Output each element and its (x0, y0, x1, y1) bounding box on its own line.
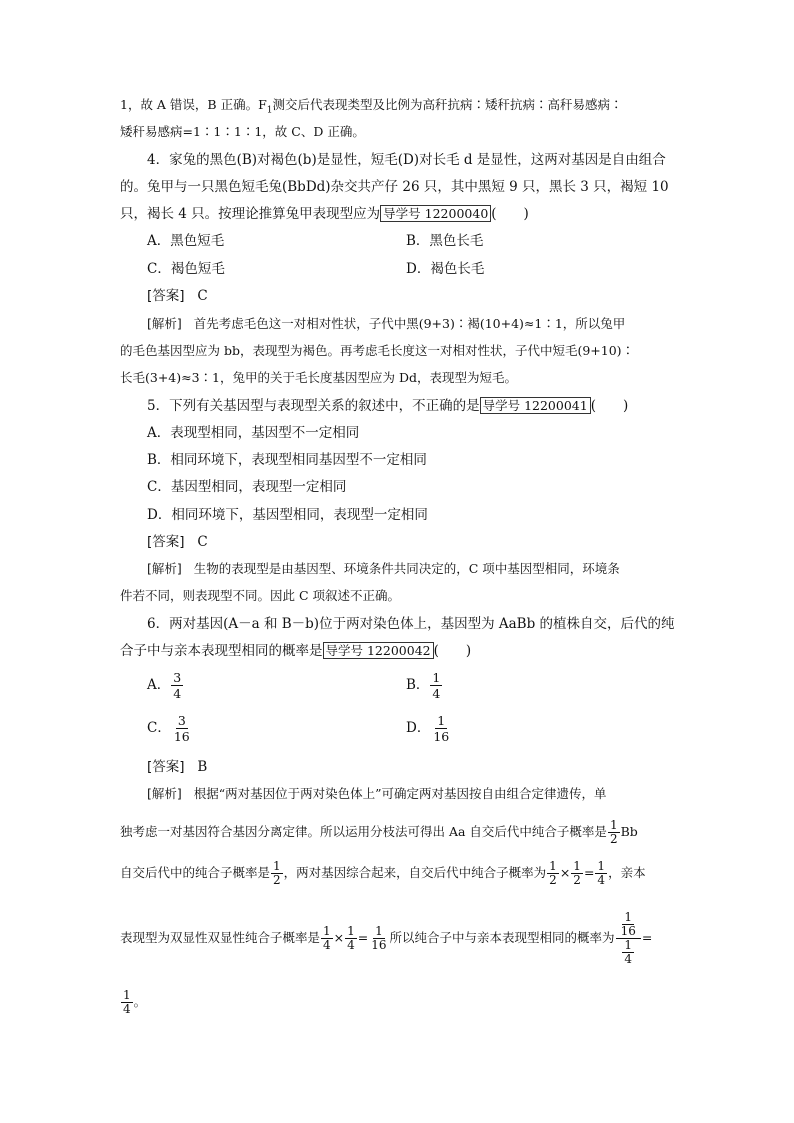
q5-stem-text: 5．下列有关基因型与表现型关系的叙述中，不正确的是 (147, 398, 480, 414)
end-mark: 。 (133, 994, 147, 1009)
q5-analysis-line-1 (147, 559, 620, 579)
fraction-denominator: 4 (123, 1002, 131, 1016)
q6-option-a (147, 670, 184, 701)
fraction-denominator: 2 (273, 873, 281, 887)
q6-option-a-fraction (171, 670, 183, 701)
q6-answer-value: B (197, 759, 208, 775)
fraction (547, 860, 559, 887)
q5-analysis-tag: [解析] (147, 561, 182, 576)
fraction-numerator: 1 (123, 988, 131, 1002)
intro-line-2: 矮秆易感病=1∶1∶1∶1，故 C、D 正确。 (120, 124, 365, 139)
fraction (608, 819, 620, 846)
q6-stem-line-1: 6．两对基因(A－a 和 B－b)位于两对染色体上，基因型为 AaBb 的植株自交，后代的纯 (147, 616, 675, 632)
fraction (369, 925, 388, 952)
q6-analysis-text-3c: ，亲本 (608, 865, 646, 880)
q6-analysis-line-2 (120, 815, 638, 849)
q4-stem-text: 只，褐长 4 只。按理论推算兔甲表现型应为 (120, 206, 381, 222)
fraction-numerator: 1 (573, 859, 581, 873)
q6-option-c-label: C． (147, 720, 171, 736)
q6-option-d (406, 713, 452, 744)
q6-reference-number: 导学号 12200042 (323, 642, 434, 659)
fraction-numerator: 1 (624, 938, 633, 952)
fraction-numerator: 1 (624, 910, 633, 924)
q4-answer (147, 286, 208, 306)
intro-text-1a: 1，故 A 错误，B 正确。F (120, 97, 267, 112)
fraction (619, 911, 638, 938)
fraction-denominator: 16 (173, 729, 190, 744)
fraction-denominator: 4 (624, 952, 633, 966)
equals-sign: = (357, 930, 369, 945)
fraction (595, 860, 607, 887)
q6-analysis-tag: [解析] (147, 786, 182, 801)
fraction (121, 989, 133, 1016)
times-sign: × (559, 865, 571, 880)
q4-stem-line-3 (120, 204, 529, 224)
fraction-denominator: 16 (433, 729, 450, 744)
q5-answer-value: C (197, 534, 208, 550)
fraction-denominator: 2 (609, 832, 618, 846)
q6-answer-tag: [答案] (147, 759, 185, 775)
fraction-denominator: 4 (323, 938, 331, 952)
q5-reference-number: 导学号 12200041 (480, 397, 591, 414)
intro-subscript: 1 (266, 105, 273, 116)
q4-reference-number: 导学号 12200040 (380, 205, 491, 222)
q4-stem-line-1: 4．家兔的黑色(B)对褐色(b)是显性，短毛(D)对长毛 d 是显性，这两对基因是自由组合 (147, 152, 666, 168)
fraction (345, 925, 357, 952)
q4-option-a: A．黑色短毛 (147, 233, 225, 249)
q6-option-d-fraction (431, 713, 451, 744)
fraction-denominator: 4 (597, 873, 606, 887)
equals-sign: = (583, 865, 595, 880)
q6-analysis-text-4b: 所以纯合子中与亲本表现型相同的概率为 (389, 930, 615, 945)
q6-option-c-fraction (172, 713, 192, 744)
q6-analysis-text-3b: ，两对基因综合起来，自交后代中纯合子概率为 (283, 865, 547, 880)
fraction-numerator: 1 (437, 713, 446, 728)
q4-answer-tag: [答案] (147, 288, 185, 304)
q4-analysis-line-2: 的毛色基因型应为 bb，表现型为褐色。再考虑毛长度这一对相对性状，子代中短毛(9+10)∶ (120, 343, 635, 358)
q6-blank: ( ) (433, 643, 472, 659)
q6-answer (147, 757, 207, 777)
q4-analysis-line-1 (147, 314, 625, 334)
times-sign: × (333, 930, 345, 945)
q6-stem-text: 合子中与亲本表现型相同的概率是 (120, 643, 323, 659)
intro-text-1b: 测交后代表现类型及比例为高秆抗病∶矮秆抗病∶高秆易感病∶ (272, 97, 623, 112)
q4-stem-line-2: 的。兔甲与一只黑色短毛兔(BbDd)杂交共产仔 26 只，其中黑短 9 只，黑长 3 只，褐短 10 (120, 179, 669, 195)
fraction-denominator: 4 (347, 938, 355, 952)
q4-analysis-tag: [解析] (147, 316, 182, 331)
fraction-denominator: 4 (432, 686, 441, 701)
fraction-numerator: 1 (609, 818, 618, 832)
fraction-numerator: 3 (173, 670, 182, 685)
fraction-numerator: 1 (375, 924, 383, 938)
fraction-denominator: 16 (620, 924, 636, 938)
compound-fraction-numerator (616, 911, 641, 939)
q6-stem-line-2 (120, 641, 471, 661)
equals-sign: = (641, 930, 653, 945)
fraction-numerator: 1 (273, 859, 281, 873)
q5-option-a: A．表现型相同，基因型不一定相同 (147, 425, 360, 441)
q6-option-a-label: A． (147, 677, 171, 693)
q5-analysis-line-2: 件若不同，则表现型不同。因此 C 项叙述不正确。 (120, 588, 401, 603)
q6-analysis-text-3a: 自交后代中的纯合子概率是 (120, 865, 271, 880)
fraction (321, 925, 333, 952)
q6-option-b-label: B． (406, 677, 430, 693)
q5-analysis-text-1: 生物的表现型是由基因型、环境条件共同决定的，C 项中基因型相同，环境条 (193, 561, 620, 576)
q4-option-d: D．褐色长毛 (406, 261, 485, 277)
q5-option-c: C．基因型相同，表现型一定相同 (147, 479, 347, 495)
q6-analysis-text-2b: Bb (620, 824, 638, 839)
q5-option-d: D．相同环境下，基因型相同，表现型一定相同 (147, 507, 428, 523)
q5-option-b: B．相同环境下，表现型相同基因型不一定相同 (147, 452, 427, 468)
fraction-numerator: 1 (323, 924, 331, 938)
q6-analysis-text-4a: 表现型为双显性双显性纯合子概率是 (120, 930, 321, 945)
intro-line-1 (120, 95, 623, 121)
q6-analysis-text-2a: 独考虑一对基因符合基因分离定律。所以运用分枝法可得出 Aa 自交后代中纯合子概率是 (120, 824, 607, 839)
q5-stem-line-1 (147, 396, 628, 416)
fraction-denominator: 16 (371, 938, 387, 952)
q6-option-b-fraction (430, 670, 442, 701)
fraction-numerator: 1 (347, 924, 355, 938)
q6-analysis-text-1: 根据“两对基因位于两对染色体上”可确定两对基因按自由组合定律遗传，单 (193, 786, 607, 801)
q6-analysis-line-4 (120, 898, 652, 978)
q6-option-d-label: D． (406, 720, 431, 736)
q4-answer-value: C (197, 288, 208, 304)
fraction-numerator: 1 (549, 859, 557, 873)
q5-answer (147, 532, 208, 552)
q4-analysis-line-3: 长毛(3+4)≈3∶1，兔甲的关于毛长度基因型应为 Dd，表现型为短毛。 (120, 370, 518, 385)
fraction-denominator: 2 (573, 873, 581, 887)
fraction-denominator: 4 (173, 686, 182, 701)
fraction (271, 860, 283, 887)
q6-analysis-line-5 (120, 985, 146, 1019)
q6-analysis-line-1 (147, 784, 606, 804)
q6-analysis-line-3 (120, 856, 646, 890)
q4-option-c: C．褐色短毛 (147, 261, 225, 277)
q4-option-b: B．黑色长毛 (406, 233, 484, 249)
q6-option-b (406, 670, 443, 701)
q6-option-c (147, 713, 193, 744)
fraction (622, 939, 634, 966)
fraction-numerator: 3 (177, 713, 186, 728)
fraction-numerator: 1 (597, 859, 606, 873)
compound-fraction (616, 911, 641, 966)
compound-fraction-denominator (619, 939, 637, 966)
q5-answer-tag: [答案] (147, 534, 185, 550)
fraction-numerator: 1 (432, 670, 441, 685)
q4-analysis-text-1: 首先考虑毛色这一对相对性状，子代中黑(9+3)∶褐(10+4)≈1∶1，所以兔甲 (193, 316, 626, 331)
q4-blank: ( ) (491, 206, 529, 222)
q5-blank: ( ) (590, 398, 629, 414)
fraction-denominator: 2 (549, 873, 557, 887)
fraction (571, 860, 583, 887)
